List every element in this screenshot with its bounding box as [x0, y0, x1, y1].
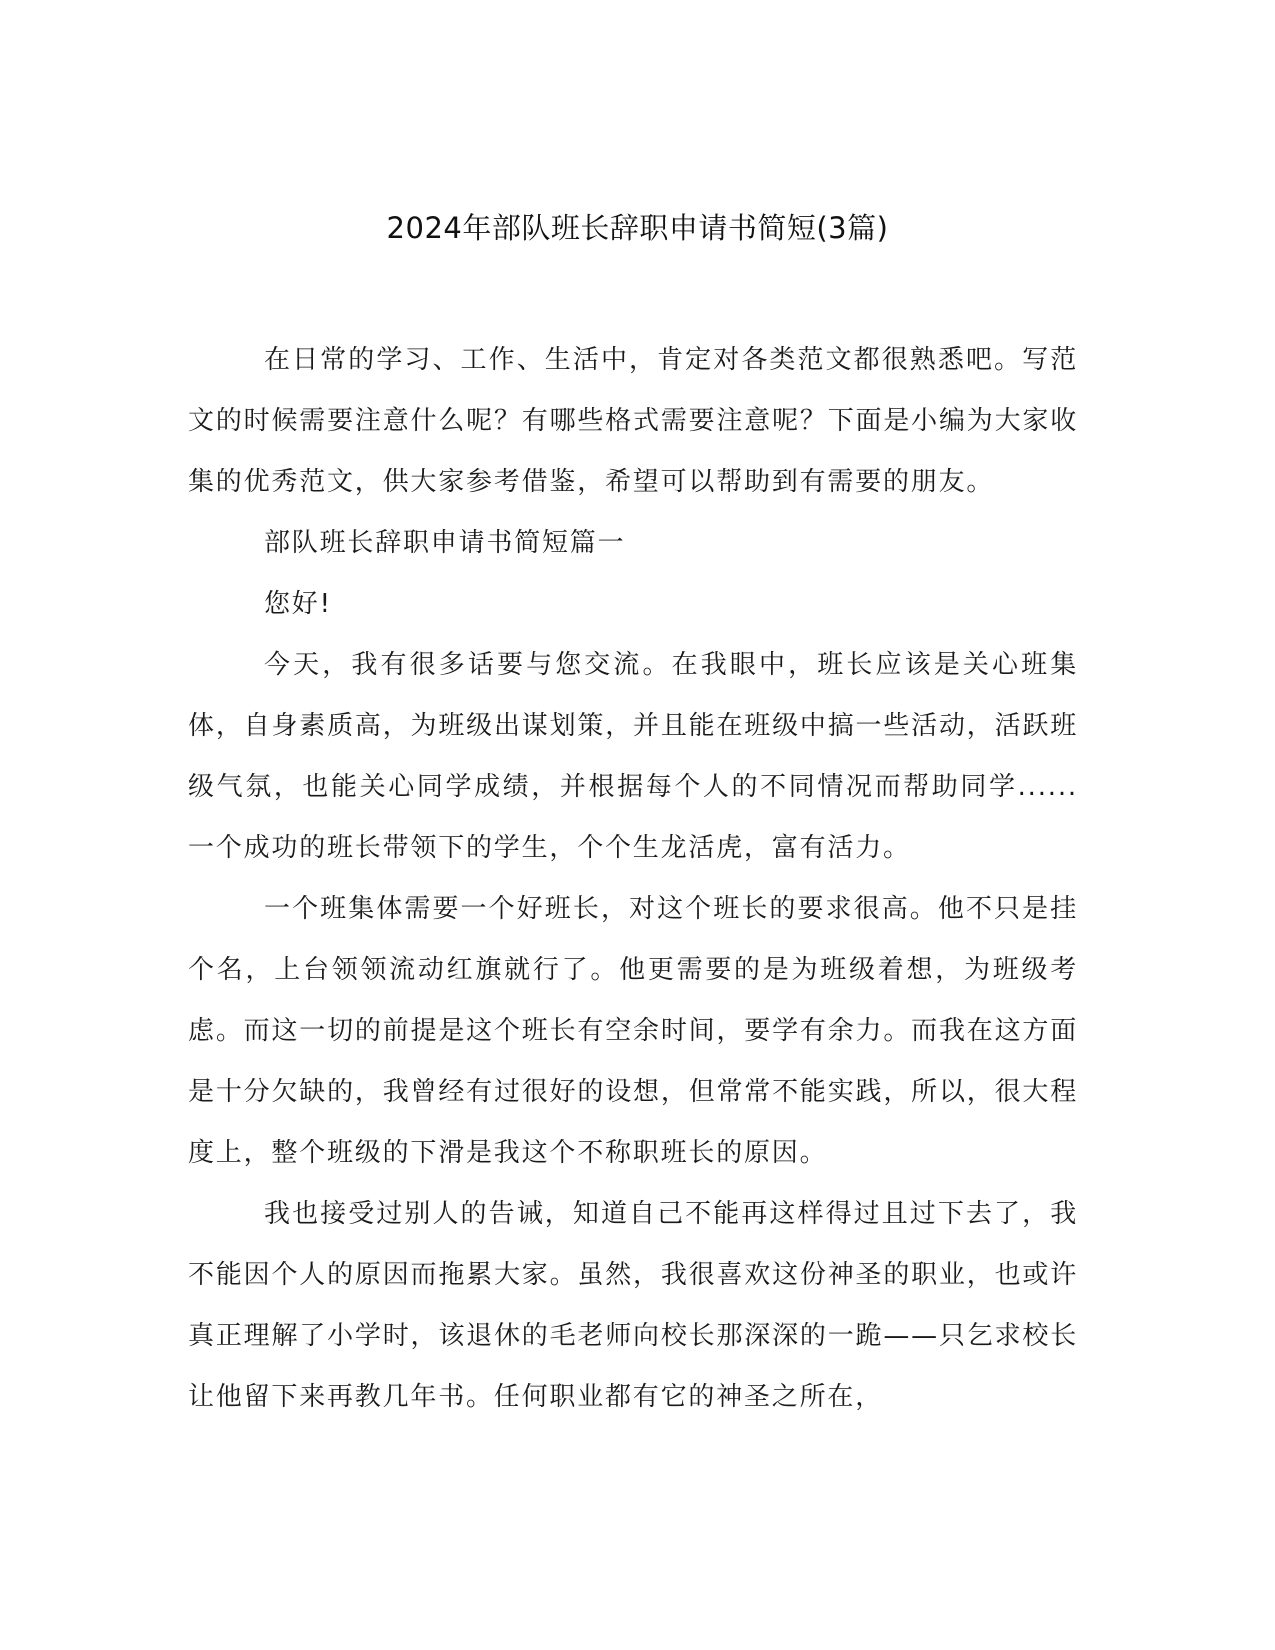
intro-paragraph: 在日常的学习、工作、生活中，肯定对各类范文都很熟悉吧。写范文的时候需要注意什么呢？有哪些格式需要注意呢？下面是小编为大家收集的优秀范文，供大家参考借鉴，希望可以帮助到有需要的朋友。 [188, 345, 1078, 497]
document-title: 2024年部队班长辞职申请书简短(3篇) [386, 211, 889, 245]
body-paragraph: 今天，我有很多话要与您交流。在我眼中，班长应该是关心班集体，自身素质高，为班级出谋划策，并且能在班级中搞一些活动，活跃班级气氛，也能关心同学成绩，并根据每个人的不同情况而帮助同学......一个成功的班长带领下的学生，个个生龙活虎，富有活力。 [188, 650, 1078, 863]
body-paragraph: 我也接受过别人的告诫，知道自己不能再这样得过且过下去了，我不能因个人的原因而拖累大家。虽然，我很喜欢这份神圣的职业，也或许真正理解了小学时，该退休的毛老师向校长那深深的一跪——只乞求校长让他留下来再教几年书。任何职业都有它的神圣之所在， [188, 1199, 1078, 1412]
document-body [188, 330, 1078, 1428]
salutation: 您好! [264, 589, 332, 619]
body-paragraph: 一个班集体需要一个好班长，对这个班长的要求很高。他不只是挂个名，上台领领流动红旗就行了。他更需要的是为班级着想，为班级考虑。而这一切的前提是这个班长有空余时间，要学有余力。而我在这方面是十分欠缺的，我曾经有过很好的设想，但常常不能实践，所以，很大程度上，整个班级的下滑是我这个不称职班长的原因。 [188, 894, 1078, 1168]
section-heading: 部队班长辞职申请书简短篇一 [264, 528, 626, 558]
